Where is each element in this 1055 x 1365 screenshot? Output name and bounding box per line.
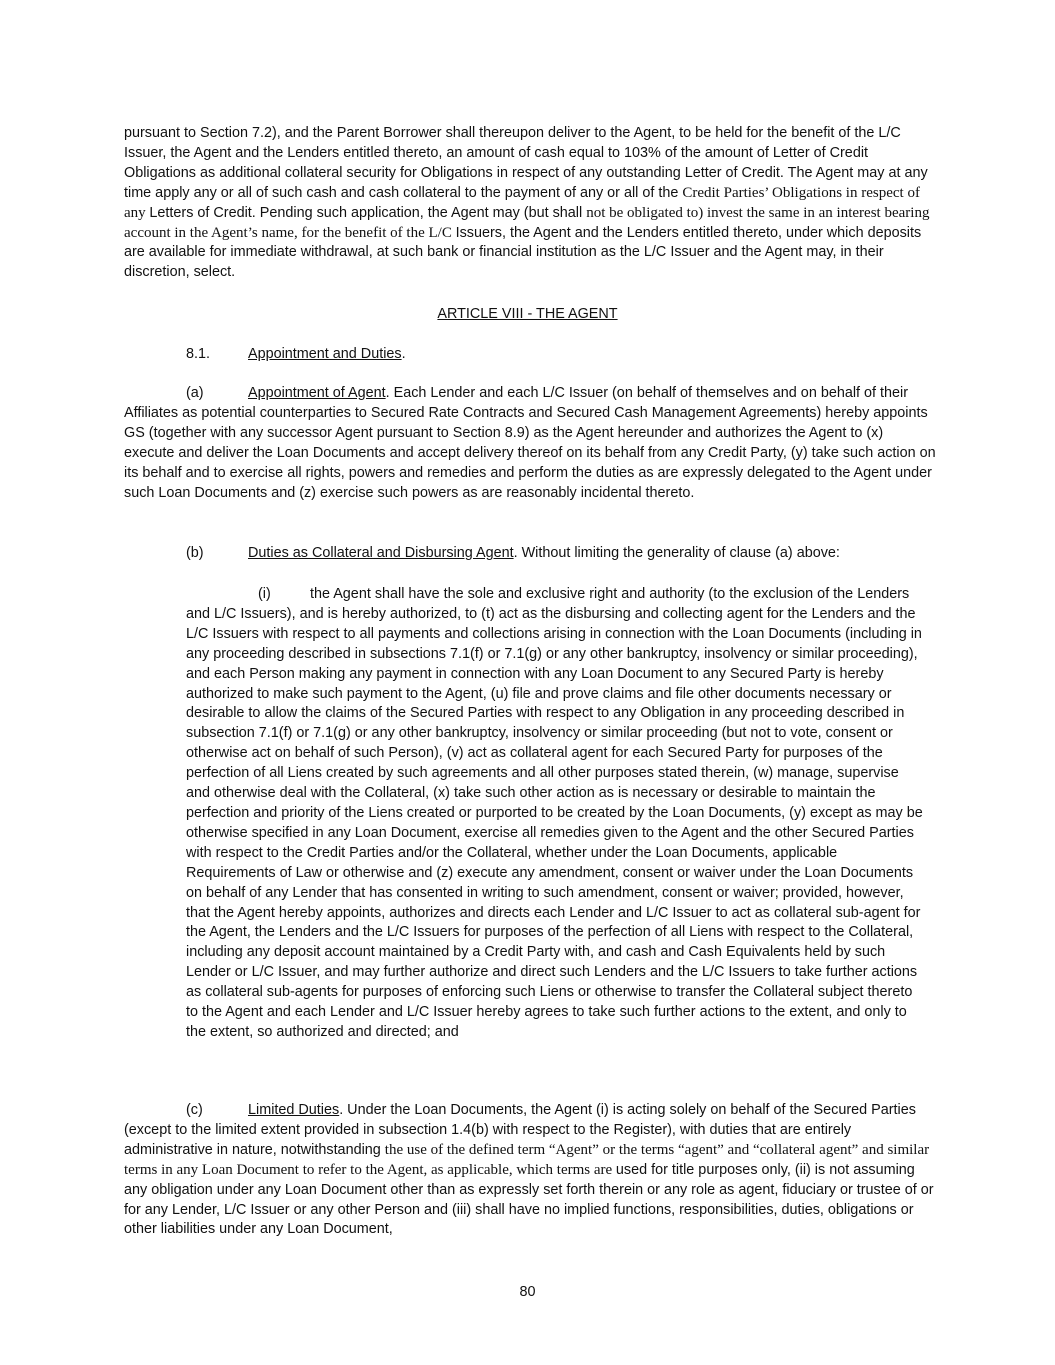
- paragraph-b-title: Duties as Collateral and Disbursing Agent: [248, 545, 514, 561]
- paragraph-c-text-c: used for title purposes only, (ii) is not assuming any obligation under any Loan Document other than as expressly set forth therein or any role as agent, fiduciary or trustee of or for any Lender, L/C Issuer or any other Person and (iii) shall have no implied functions, responsibilities, duties, obligations or other liabilities under any Loan Document,: [124, 1161, 934, 1238]
- carryover-text-b: Credit Parties’ Obligations in respect of any: [124, 184, 920, 221]
- paragraph-a: [124, 384, 936, 503]
- section-heading: [186, 345, 926, 365]
- paragraph-a-text: . Each Lender and each L/C Issuer (on behalf of themselves and on behalf of their Affiliates as potential counterparties to Secured Rate Contracts and Secured Cash Management Agreements) hereby appoints GS (together with any successor Agent pursuant to Section 8.9) as the Agent hereunder and authorizes the Agent to (x) execute and deliver the Loan Documents and accept delivery thereof on its behalf from any Credit Party, (y) take such action on its behalf and to exercise all rights, powers and remedies and perform the duties as are expressly delegated to the Agent under such Loan Documents and (z) exercise such powers as are reasonably incidental thereto.: [124, 385, 936, 501]
- carryover-text-e: Issuers, the Agent and the Lenders entitled thereto, under which deposits are available for immediate withdrawal, at such bank or financial institution as the L/C Issuer and the Agent may, in their discretion, select.: [124, 224, 922, 281]
- paragraph-b: [124, 544, 936, 564]
- carryover-paragraph: [124, 124, 936, 283]
- paragraph-c-text-b: the use of the defined term “Agent” or the terms “agent” and “collateral agent” and similar terms in any Loan Document to refer to the Agent, as applicable, which terms are: [124, 1141, 930, 1178]
- paragraph-c: [124, 1101, 936, 1240]
- article-title: ARTICLE VIII - THE AGENT: [437, 306, 618, 322]
- section-title: Appointment and Duties: [248, 346, 402, 362]
- paragraph-c-title: Limited Duties: [248, 1102, 340, 1118]
- page-number: 80: [519, 1284, 536, 1300]
- article-heading: [0, 304, 1055, 324]
- carryover-text-d: not be obligated to) invest the same in an interest bearing account in the Agent’s name, for the benefit of the L/C: [124, 204, 930, 241]
- paragraph-a-title: Appointment of Agent: [248, 385, 386, 401]
- section-title-period: .: [401, 346, 406, 362]
- paragraph-b-text: . Without limiting the generality of clause (a) above:: [513, 545, 840, 561]
- carryover-text-c: Letters of Credit. Pending such application, the Agent may (but shall: [149, 204, 587, 221]
- paragraph-b-i: [186, 585, 926, 1043]
- paragraph-a-label: (a): [186, 385, 204, 401]
- paragraph-b-label: (b): [186, 545, 204, 561]
- paragraph-b-i-label: (i): [258, 586, 271, 602]
- paragraph-c-label: (c): [186, 1102, 203, 1118]
- paragraph-b-i-text: the Agent shall have the sole and exclusive right and authority (to the exclusion of the Lenders and L/C Issuers), and is hereby authorized, to (t) act as the disbursing and collecting agent for the Lenders and the L/C Issuers with respect to all payments and collections arising in connection with the Loan Documents (including in any proceeding described in subsections 7.1(f) or 7.1(g) or any other bankruptcy, insolvency or similar proceeding), and each Person making any payment in connection with any Loan Document to any Secured Party is hereby authorized to make such payment to the Agent, (u) file and prove claims and file other documents necessary or desirable to allow the claims of the Secured Parties with respect to any Obligation in any proceeding described in subsection 7.1(f) or 7.1(g) or any other bankruptcy, insolvency or similar proceeding (but not to vote, consent or otherwise act on behalf of such Person), (v) act as collateral agent for each Secured Party for purposes of the perfection of all Liens created by such agreements and all other purposes stated therein, (w) manage, supervise and otherwise deal with the Collateral, (x) take such other action as is necessary or desirable to maintain the perfection and priority of the Liens created or purported to be created by the Loan Documents, (y) except as may be otherwise specified in any Loan Document, exercise all remedies given to the Agent and the other Secured Parties with respect to the Credit Parties and/or the Collateral, whether under the Loan Documents, applicable Requirements of Law or otherwise and (z) execute any amendment, consent or waiver under the Loan Documents on behalf of any Lender that has consented in writing to such amendment, consent or waiver; provided, however, that the Agent hereby appoints, authorizes and directs each Lender and L/C Issuer to act as collateral sub-agent for the Agent, the Lenders and the L/C Issuers for purposes of the perfection of all Liens with respect to the Collateral, including any deposit account maintained by a Credit Party with, and cash and Cash Equivalents held by such Lender or L/C Issuer, and may further authorize and direct such Lenders and the L/C Issuers to take further actions as collateral sub-agents for purposes of enforcing such Liens or otherwise to transfer the Collateral subject thereto to the Agent and each Lender and L/C Issuer hereby agrees to take such further actions to the extent, and only to the extent, so authorized and directed; and: [186, 586, 923, 1040]
- paragraph-c-text-a: . Under the Loan Documents, the Agent (i) is acting solely on behalf of the Secured Parties (except to the limited extent provided in subsection 1.4(b) with respect to the Register), with duties that are entirely administrative in nature, notwithstanding: [124, 1102, 916, 1158]
- section-number: 8.1.: [186, 346, 211, 362]
- carryover-text-a: pursuant to Section 7.2), and the Parent Borrower shall thereupon deliver to the Agent, to be held for the benefit of the L/C Issuer, the Agent and the Lenders entitled thereto, an amount of cash equal to 103% of the amount of Letter of Credit Obligations as additional collateral security for Obligations in respect of any outstanding Letter of Credit. The Agent may at any time apply any or all of such cash and cash collateral to the payment of any or all of the: [124, 125, 928, 201]
